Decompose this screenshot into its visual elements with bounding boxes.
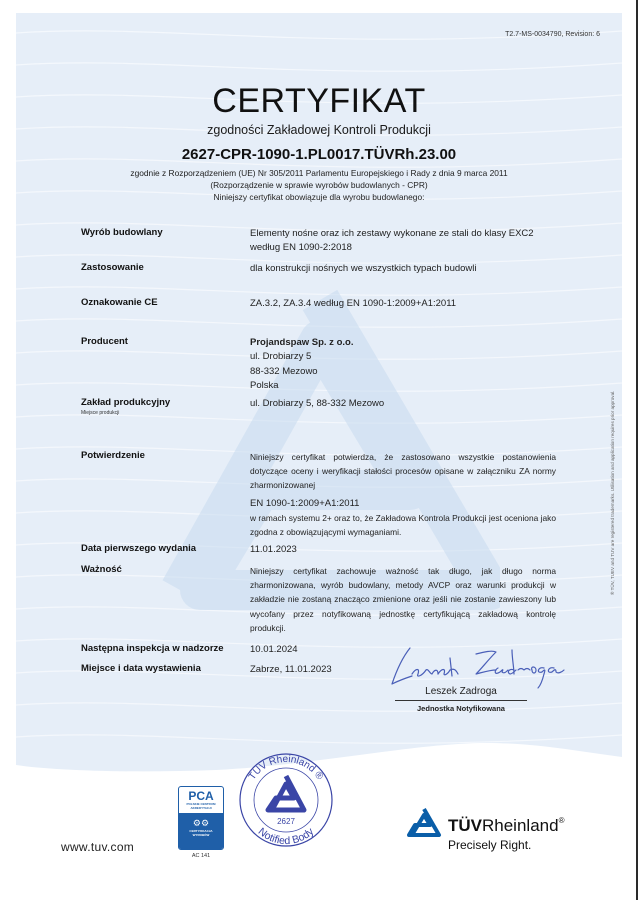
tuv-brand-name bbox=[448, 816, 564, 836]
pca-accreditation-badge bbox=[178, 786, 224, 859]
signer-block bbox=[395, 686, 527, 713]
certificate-number: 2627-CPR-1090-1.PL0017.TÜVRh.23.00 bbox=[181, 146, 457, 163]
manufacturer-city: 88-332 Mezowo bbox=[250, 365, 318, 377]
pca-cert-line: WYROBÓW bbox=[192, 832, 210, 837]
registered-mark: ® bbox=[558, 816, 565, 825]
regulation-line: (Rozporządzenie w sprawie wyrobów budowlanych - CPR) bbox=[210, 180, 428, 191]
tuv-triangle-icon bbox=[406, 806, 442, 843]
signer-name: Leszek Zadroga bbox=[395, 686, 527, 701]
field-label: Wyrób budowlany bbox=[81, 227, 163, 238]
confirmation-paragraph: Niniejszy certyfikat potwierdza, że zastosowano wszystkie postanowienia dotyczące oceny i weryfikacji stałości procesów opisane w załączniku ZA normy zharmonizowanej bbox=[250, 452, 556, 491]
field-label: Zastosowanie bbox=[81, 262, 144, 273]
pca-org-line: POLSKIE CENTRUM bbox=[186, 802, 216, 806]
seal-number: 2627 bbox=[277, 817, 295, 826]
product-line: Elementy nośne oraz ich zestawy wykonane ze stali do klasy EXC2 bbox=[250, 228, 534, 239]
field-value: ZA.3.2, ZA.3.4 według EN 1090-1:2009+A1:2011 bbox=[250, 298, 457, 309]
field-label: Miejsce i data wystawienia bbox=[81, 663, 201, 674]
product-line: według EN 1090-2:2018 bbox=[250, 242, 352, 254]
seal-top-text: TÜV Rheinland ® bbox=[246, 753, 326, 783]
pca-cert-line: CERTYFIKACJA bbox=[189, 829, 213, 833]
field-label: Potwierdzenie bbox=[81, 450, 145, 461]
regulation-text bbox=[0, 167, 638, 204]
field-value bbox=[250, 336, 556, 393]
manufacturer-country: Polska bbox=[250, 379, 279, 391]
website-link[interactable]: www.tuv.com bbox=[61, 840, 135, 854]
regulation-line: Niniejszy certyfikat obowiązuje dla wyrobu budowlanego: bbox=[213, 192, 425, 203]
field-value bbox=[250, 227, 556, 256]
confirmation-paragraph: w ramach systemu 2+ oraz to, że Zakładowa Kontrola Produkcji jest oceniona jako zgodna z obowiązującymi wymaganiami. bbox=[250, 512, 556, 538]
field-value: ul. Drobiarzy 5, 88-332 Mezowo bbox=[250, 398, 385, 409]
page-subtitle: zgodności Zakładowej Kontroli Produkcji bbox=[207, 123, 431, 137]
brand-regular: Rheinland bbox=[482, 816, 559, 835]
confirmation-standard: EN 1090-1:2009+A1:2011 bbox=[250, 497, 360, 509]
page-title: CERTYFIKAT bbox=[212, 82, 426, 120]
field-value: dla konstrukcji nośnych we wszystkich typach budowli bbox=[250, 263, 477, 274]
manufacturer-street: ul. Drobiarzy 5 bbox=[250, 351, 312, 363]
gears-icon: ⚙⚙ bbox=[192, 818, 210, 828]
field-label: Następna inspekcja w nadzorze bbox=[81, 643, 224, 654]
regulation-line: zgodnie z Rozporządzeniem (UE) Nr 305/2011 Parlamentu Europejskiego i Rady z dnia 9 marca 2011 bbox=[130, 168, 508, 178]
pca-accreditation-number: AC 141 bbox=[191, 853, 211, 859]
svg-text:Notified Body bbox=[256, 825, 317, 847]
field-label: Producent bbox=[81, 336, 128, 347]
notified-body-seal bbox=[234, 748, 338, 848]
brand-bold: TÜV bbox=[448, 816, 482, 835]
field-value: 11.01.2023 bbox=[250, 544, 297, 555]
manufacturer-name: Projandspaw Sp. z o.o. bbox=[250, 337, 354, 348]
plant-label: Zakład produkcyjny bbox=[81, 397, 171, 408]
pca-org-line: AKREDYTACJI bbox=[190, 805, 212, 810]
pca-logo bbox=[178, 786, 224, 850]
field-value: Zabrze, 11.01.2023 bbox=[250, 664, 332, 675]
field-label: Data pierwszego wydania bbox=[81, 543, 197, 554]
field-value: 10.01.2024 bbox=[250, 644, 298, 655]
field-label bbox=[81, 397, 246, 416]
plant-sublabel: Miejsce produkcji bbox=[81, 410, 120, 416]
pca-logo-text: PCA bbox=[188, 789, 214, 803]
field-value: Niniejszy certyfikat zachowuje ważność tak długo, jak długo norma zharmonizowana, wyrób budowlany, metody AVCP oraz warunki produkcji w zakładzie nie zostaną znacząco zmienione oraz jeśli nie zostanie zawieszony lub wycofany przez notyfikowaną jednostkę certyfikującą zakładową kontrolę produkcji. bbox=[250, 566, 556, 633]
trademark-notice: ® TÜV, TUEV and TUV are registered trademarks. Utilisation and application requires prior approval. bbox=[610, 390, 615, 595]
handwritten-signature bbox=[372, 640, 572, 690]
revision-label: T2.7-MS-0034790, Revision: 6 bbox=[505, 31, 600, 38]
signer-role: Jednostka Notyfikowana bbox=[417, 704, 505, 713]
seal-bottom-text: Notified Body bbox=[255, 825, 317, 848]
field-value bbox=[250, 450, 556, 539]
field-label: Oznakowanie CE bbox=[81, 297, 158, 308]
field-label: Ważność bbox=[81, 564, 122, 575]
tuv-tagline: Precisely Right. bbox=[448, 838, 532, 852]
